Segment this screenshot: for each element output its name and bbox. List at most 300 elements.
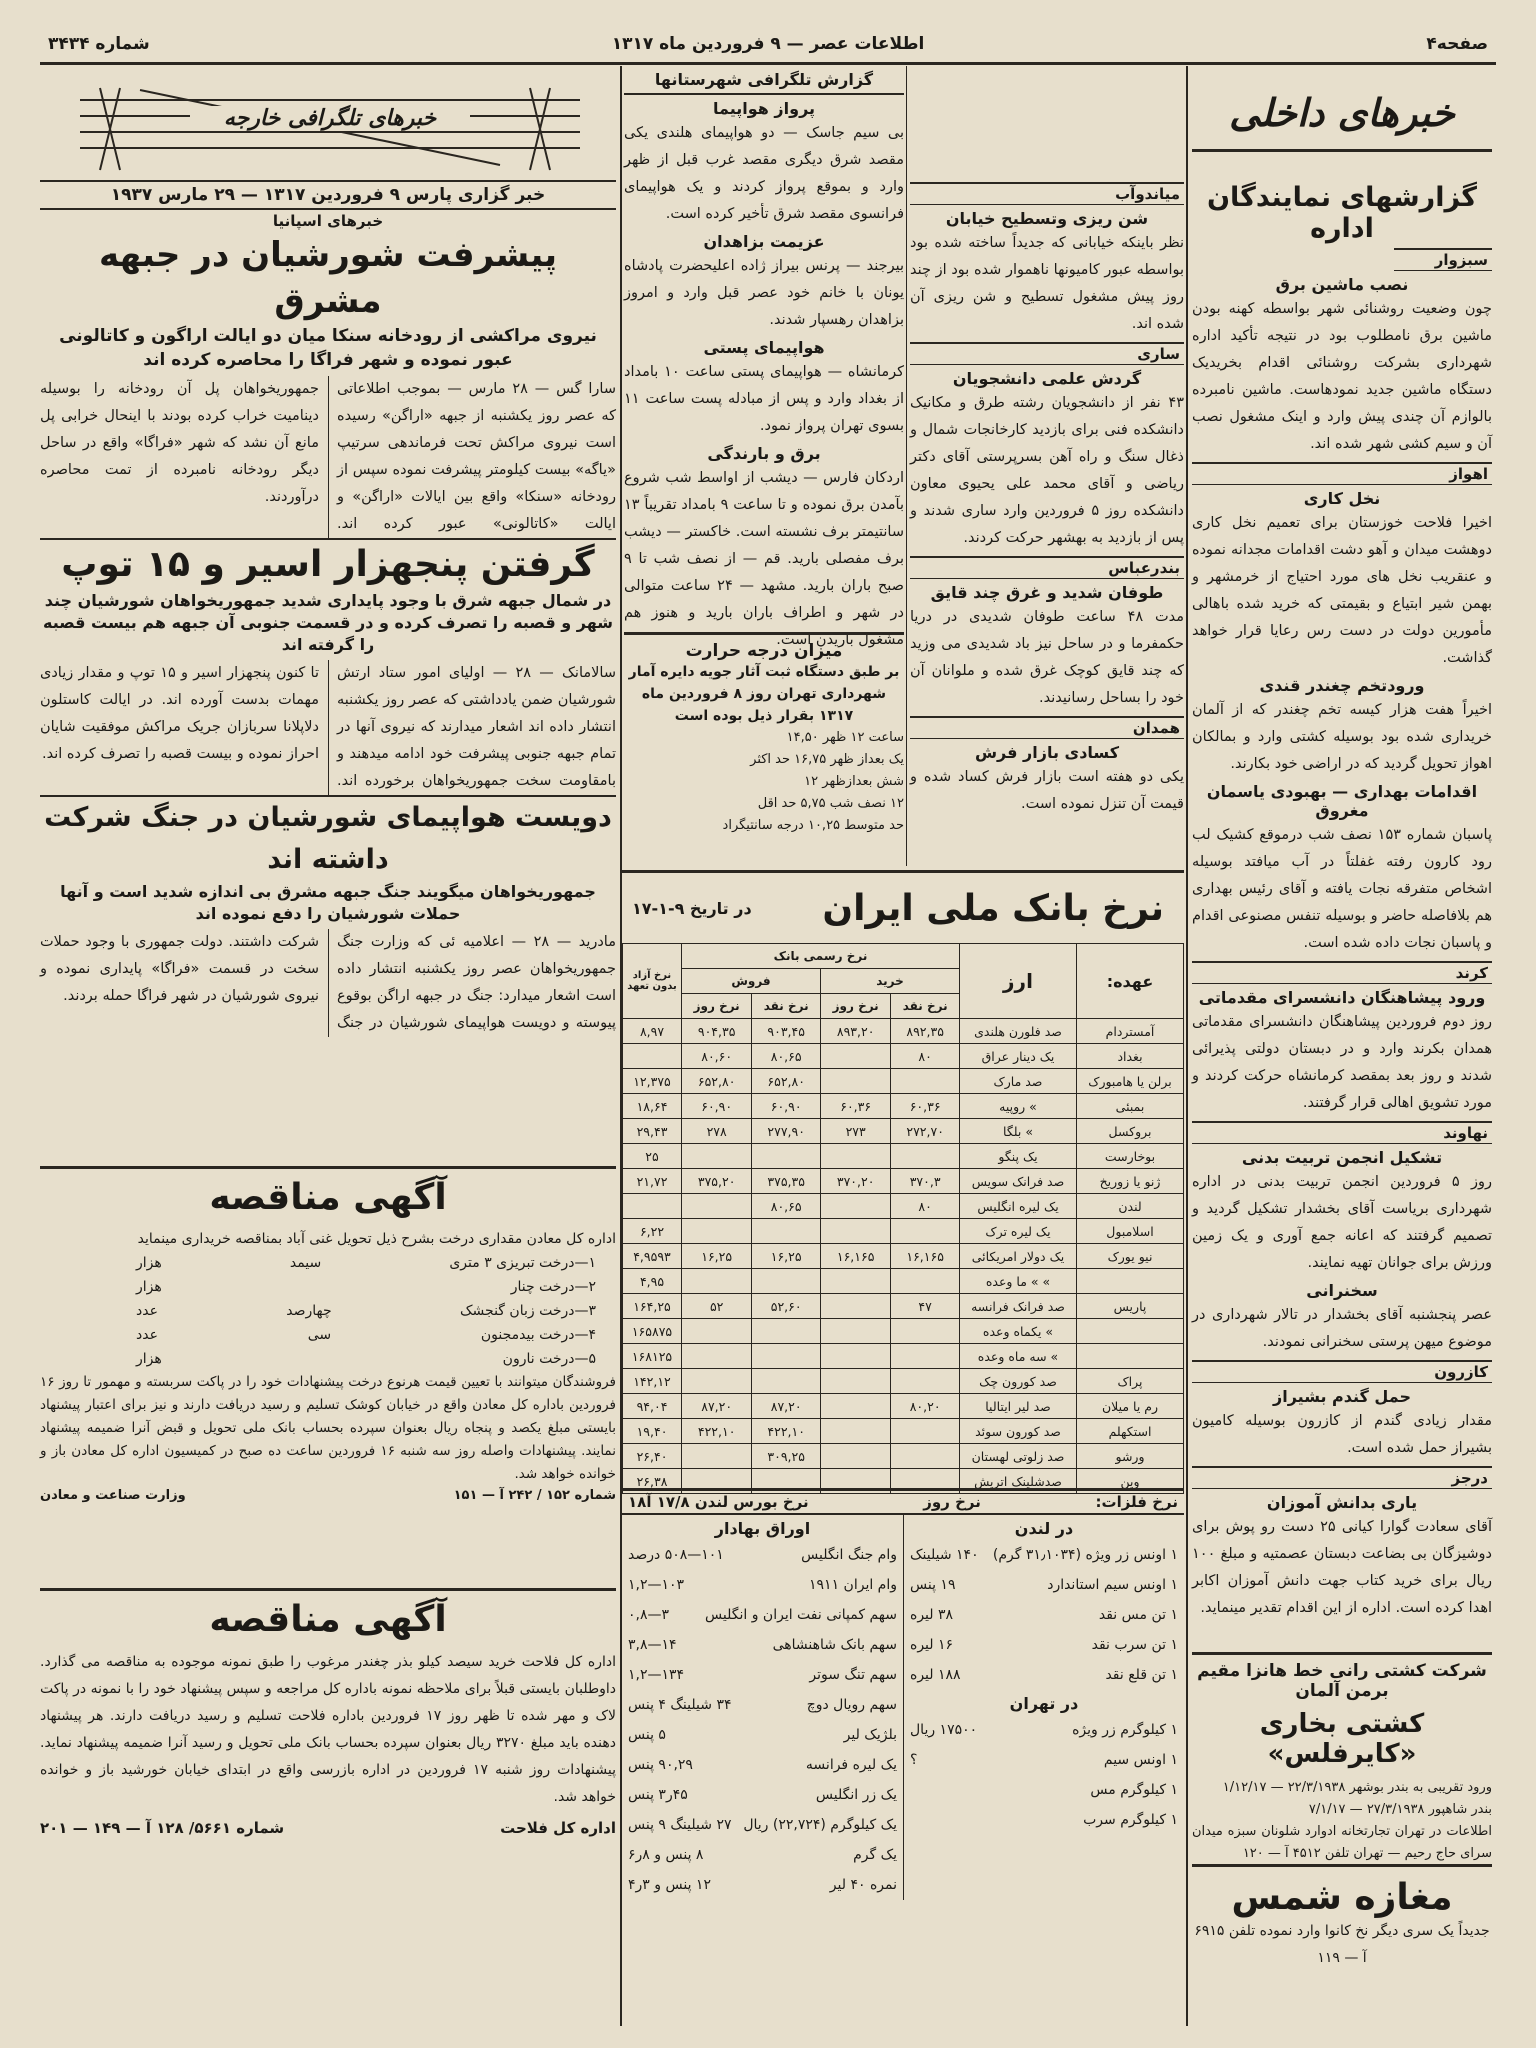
securities-block — [622, 1515, 903, 1900]
london-metal-row — [910, 1600, 1178, 1630]
tender-ad-2 — [40, 1588, 616, 2028]
ship-arrival: ورود تقریبی به بندر بوشهر ۲۲/۳/۱۹۳۸ — ۱/۱۲/۱۷ — [1222, 1780, 1492, 1795]
rate-row — [623, 1019, 1184, 1044]
london-metal-row — [910, 1570, 1178, 1600]
rate-cell-f: ۱۶۴,۲۵ — [623, 1294, 682, 1319]
ship-contact: اطلاعات در تهران تجارتخانه ادوارد شلونان سبزه میدان سرای حاج رحیم — تهران تلفن ۴۵۱۲ آ — ۱۲۰ — [1192, 1824, 1492, 1861]
headline-1-sub: نیروی مراکشی از رودخانه سنکا میان دو ایالت اراگون و کاتالونی عبور نموده و شهر فراگا را محاصره کرده اند — [59, 326, 597, 370]
security-row-value: ۳۴ شیلینگ ۴ پنس — [628, 1697, 732, 1713]
rate-cell-city: بوخارست — [1077, 1144, 1184, 1169]
tender-item-note: سیمد — [289, 1255, 322, 1271]
security-row — [628, 1570, 897, 1600]
security-row-value: سهم کمپانی نفت ایران و انگلیس — [705, 1607, 897, 1623]
city-label: سبزوار — [1394, 248, 1492, 271]
securities-title: اوراق بهادار — [714, 1519, 811, 1538]
news-headline: کسادی بازار فرش — [974, 743, 1120, 762]
rate-cell-f: ۱۸,۶۴ — [623, 1094, 682, 1119]
rate-row — [623, 1319, 1184, 1344]
security-row-value: یک زر انگلیس — [815, 1787, 897, 1803]
rate-row — [623, 1194, 1184, 1219]
tender-2-ref: شماره ۵۶۶۱/ ۱۲۸ آ — ۱۴۹ — ۲۰۱ — [40, 1819, 285, 1837]
tehran-metal-row — [910, 1715, 1178, 1745]
rate-cell-b2 — [821, 1144, 891, 1169]
rate-cell-cur: یک پنگو — [960, 1144, 1077, 1169]
news-headline: سخنرانی — [1306, 1281, 1378, 1300]
tender-1-intro: اداره کل معادن مقداری درخت بشرح ذیل تحویل غنی آباد بمناقصه خریداری مینماید — [137, 1231, 616, 1247]
rate-cell-s2: ۳۷۵,۲۰ — [682, 1169, 752, 1194]
rate-cell-cur: » بلگا — [960, 1119, 1077, 1144]
rate-cell-s2: ۹۰۴,۳۵ — [682, 1019, 752, 1044]
rate-cell-s1 — [752, 1369, 821, 1394]
city-news-column — [910, 70, 1184, 870]
header-day: نرخ روز — [821, 994, 891, 1019]
rate-cell-cur: » روپیه — [960, 1094, 1077, 1119]
rate-cell-city — [1077, 1344, 1184, 1369]
security-row-value: سهم بانک شاهنشاهی — [772, 1637, 897, 1653]
tender-2-signature: اداره کل فلاحت — [500, 1819, 616, 1837]
metals-day-column: نرخ روز — [923, 1493, 981, 1511]
city-label: ساری — [910, 342, 1184, 365]
tender-item-name: ۱—درخت تبریزی ۳ متری — [449, 1255, 596, 1271]
rate-row — [623, 1119, 1184, 1144]
news-text: آقای سعادت گوارا کیانی ۲۵ دست رو پوش برای دوشیزگان بی بضاعت دبستان عصمتیه و مبلغ ۱۰۰ ریال برای خرید کتاب جهت دانش آموزان اکابر اهدا کرده است. اداره از این اقدام تقدیر مینماید. — [1192, 1519, 1492, 1616]
shop-ad — [1192, 1864, 1492, 2014]
rate-cell-cur: » » ما وعده — [960, 1269, 1077, 1294]
london-metal-row-value: ۱ تن مس نقد — [1098, 1607, 1178, 1623]
rate-cell-f — [623, 1194, 682, 1219]
tehran-metal-row-value: ۱ اونس سیم — [1103, 1752, 1178, 1768]
rate-cell-f: ۲۹,۴۳ — [623, 1119, 682, 1144]
tender-1-items — [136, 1251, 596, 1371]
news-text: بیرجند — پرنس بیراز ژاده اعلیحضرت پادشاه یونان با خانم خود عصر قبل وارد و امروز بزاهدان رهسپار شدند. — [624, 258, 904, 328]
rate-cell-b2 — [821, 1044, 891, 1069]
rate-cell-b1 — [891, 1419, 960, 1444]
security-row-value: وام ایران ۱۹۱۱ — [809, 1577, 897, 1593]
rate-cell-city: ژنو یا زوریخ — [1077, 1169, 1184, 1194]
rate-cell-s1 — [752, 1219, 821, 1244]
tehran-metal-row-value: ۱ کیلوگرم مس — [1090, 1782, 1178, 1798]
tender-ad-1 — [40, 1166, 616, 1584]
rate-cell-f: ۲۶,۳۸ — [623, 1469, 682, 1494]
header-cash: نرخ نقد — [752, 994, 821, 1019]
tender-1-title: آگهی مناقصه — [209, 1177, 447, 1218]
rate-cell-city: آمستردام — [1077, 1019, 1184, 1044]
city-label: درجز — [1192, 1466, 1492, 1489]
rate-cell-f: ۶,۲۲ — [623, 1219, 682, 1244]
tender-2-title: آگهی مناقصه — [209, 1599, 447, 1640]
rate-row — [623, 1069, 1184, 1094]
security-row — [628, 1780, 897, 1810]
foreign-news-banner — [40, 70, 616, 180]
tender-1-ref: شماره ۱۵۲ / ۲۴۲ آ — ۱۵۱ — [453, 1488, 616, 1503]
news-text: روز ۵ فروردین انجمن تربیت بدنی در اداره شهرداری بریاست آقای بخشدار تشکیل گردید و تصمیم گرفتند که اعانه جمع آوری و یک زمین ورزش برای جوانان تهیه نمایند. — [1192, 1174, 1492, 1271]
headline-3-sub: جمهوریخواهان میگویند جنگ جبهه مشرق بی اندازه شدید است و آنها حملات شورشیان را دفع نموده اند — [60, 882, 596, 923]
rate-cell-city: ورشو — [1077, 1444, 1184, 1469]
tender-item — [136, 1323, 596, 1347]
rate-cell-city: اسلامبول — [1077, 1219, 1184, 1244]
rate-cell-cur: صد لیر ایتالیا — [960, 1394, 1077, 1419]
rate-cell-cur: صد فلورن هلندی — [960, 1019, 1077, 1044]
rate-cell-s2: ۵۲ — [682, 1294, 752, 1319]
rate-cell-s2 — [682, 1444, 752, 1469]
security-row — [628, 1630, 897, 1660]
header-sell: فروش — [682, 969, 821, 994]
rate-row — [623, 1394, 1184, 1419]
rate-cell-cur: صدشلینک اتریش — [960, 1469, 1077, 1494]
rate-cell-s2: ۴۲۲,۱۰ — [682, 1419, 752, 1444]
rate-cell-b1: ۳۷۰,۳ — [891, 1169, 960, 1194]
rate-cell-s1 — [752, 1344, 821, 1369]
rate-cell-b1 — [891, 1344, 960, 1369]
news-text: کرمانشاه — هواپیمای پستی ساعت ۱۰ بامداد از بغداد وارد و پس از مبادله پست ساعت ۱۱ بسوی تهران پرواز نمود. — [624, 364, 904, 434]
london-metal-row-value: ۱ اونس زر ویژه (۳۱٫۱۰۳۴ گرم) — [992, 1547, 1178, 1563]
news-text: بی سیم جاسک — دو هواپیمای هلندی یکی مقصد شرق دیگری مقصد غرب قبل از ظهر وارد و بموقع پرواز کردند و یک هواپیمای فرانسوی مقصد شرق تأخیر کرده است. — [624, 125, 904, 222]
rate-cell-city: برلن یا هامبورک — [1077, 1069, 1184, 1094]
security-row-value: ۸ پنس و ۸ر۶ — [628, 1847, 704, 1863]
security-row — [628, 1840, 897, 1870]
rate-cell-b2 — [821, 1394, 891, 1419]
rate-cell-b2 — [821, 1294, 891, 1319]
header-cash: نرخ نقد — [891, 994, 960, 1019]
tender-item — [136, 1347, 596, 1371]
rate-cell-f: ۲۵ — [623, 1144, 682, 1169]
rate-cell-b1 — [891, 1269, 960, 1294]
rate-row — [623, 1444, 1184, 1469]
news-headline: نخل کاری — [1303, 489, 1381, 508]
london-metal-row — [910, 1540, 1178, 1570]
rate-cell-b2 — [821, 1319, 891, 1344]
rate-cell-s2 — [682, 1369, 752, 1394]
tehran-metal-row — [910, 1805, 1178, 1835]
security-row — [628, 1660, 897, 1690]
rate-cell-b1 — [891, 1444, 960, 1469]
rate-cell-b2: ۳۷۰,۲۰ — [821, 1169, 891, 1194]
rate-cell-s1: ۶۵۲,۸۰ — [752, 1069, 821, 1094]
security-row-value: ۴۵ر۳ پنس — [628, 1787, 688, 1803]
security-row-value: ۵ پنس — [628, 1727, 666, 1743]
news-headline: پرواز هواپیما — [712, 99, 816, 118]
rate-cell-s2 — [682, 1194, 752, 1219]
rate-cell-b1: ۱۶,۱۶۵ — [891, 1244, 960, 1269]
city-label: اهواز — [1192, 462, 1492, 485]
rate-cell-b2: ۶۰,۳۶ — [821, 1094, 891, 1119]
rate-cell-city: بمبئی — [1077, 1094, 1184, 1119]
rate-cell-b2 — [821, 1369, 891, 1394]
rate-cell-city — [1077, 1319, 1184, 1344]
rate-cell-b1: ۴۷ — [891, 1294, 960, 1319]
tender-item-qty: عدد — [136, 1303, 158, 1319]
news-text: پاسبان شماره ۱۵۳ نصف شب درموقع کشیک لب رود کارون رفته غفلتاً در آب میافتد بوسیله اشخاص متفرقه نجات یافته و آقای رئیس بهداری هم بلافاصله حاضر و بوسیله تنفس مصنوعی اقدام و پاسبان نجات داده شده است. — [1192, 827, 1492, 951]
news-headline: ورودتخم چغندر قندی — [1259, 676, 1425, 695]
news-headline: ورود پیشاهنگان دانشسرای مقدماتی — [1198, 988, 1486, 1007]
security-row-value: بلژیک لیر — [843, 1727, 897, 1743]
rate-cell-b1 — [891, 1319, 960, 1344]
header-official: نرخ رسمی بانک — [682, 944, 960, 969]
tender-item-name: ۵—درخت نارون — [502, 1351, 596, 1367]
security-row — [628, 1690, 897, 1720]
rate-cell-b2 — [821, 1344, 891, 1369]
tender-1-signature: وزارت صناعت و معادن — [40, 1488, 186, 1503]
foreign-news — [40, 70, 616, 1178]
news-text: نظر باینکه خیابانی که جدیداً ساخته شده بود بواسطه عبور کامیونها ناهموار شده بود از چند روز پیش مشغول تسطیح و شن ریزی آن شده اند. — [910, 235, 1184, 332]
tehran-metal-row-value: ۱۷۵۰۰ ریال — [910, 1722, 978, 1738]
rate-cell-s1: ۸۰,۶۵ — [752, 1044, 821, 1069]
article-2-text: سالامانک — ۲۸ — اولیای امور ستاد ارتش شورشیان ضمن یادداشتی که عصر روز یکشنبه انتشار داده اند اشعار میدارند که نیروی آنها در تمام جبهه جنوبی پیشرفت خود ادامه میدهند و بامقاومت سخت جمهوریخواهان برخورده اند. تا کنون پنجهزار اسیر و ۱۵ توپ و مقدار زیادی مهمات بدست آورده اند. در ایالت کاستلون دلاپلانا سربازان جریک مراکش موفقیت شایان احراز نموده و بیست قصبه را تصرف کرده اند. — [40, 665, 616, 789]
foreign-news-banner-title: خبرهای تلگرافی خارجه — [190, 106, 470, 131]
rate-cell-s1: ۴۲۲,۱۰ — [752, 1419, 821, 1444]
rate-cell-f: ۱۹,۴۰ — [623, 1419, 682, 1444]
security-row — [628, 1810, 897, 1840]
security-row-value: وام جنگ انگلیس — [801, 1547, 897, 1563]
headline-2-sub: در شمال جبهه شرق با وجود پایداری شدید جمهوریخواهان شورشیان چند شهر و قصبه را تصرف کرده و در قسمت جنوبی آن جبهه هم بیست قصبه را گرفته اند — [43, 591, 613, 654]
rate-row — [623, 1094, 1184, 1119]
tender-1-text: فروشندگان میتوانند با تعیین قیمت هرنوع درخت پیشنهادات خود را در پاکت سربسته و مهمور تا روز ۱۶ فروردین باداره کل معادن واقع در خیابان کوشک تسلیم و رسید دریافت دارند و نیز برای اعتبار پیشنهاد بایستی مبلغ یکصد و پنجاه ریال بعنوان سپرده بحساب بانک ملی تحویل و قبض آنرا ضمیمه پیشنهاد نمایند. پیشنهادات واصله روز سه شنبه ۱۶ فروردین ساعت ده صبح در کمیسیون اداره کل معادن باز و خوانده خواهد شد. — [40, 1374, 616, 1482]
bank-rates-table — [622, 943, 1184, 1494]
tehran-metal-row-value: ۱ کیلوگرم سرب — [1083, 1812, 1178, 1828]
shipping-company: شرکت کشتی رانی خط هانزا مقیم برمن آلمان — [1197, 1661, 1487, 1701]
security-row-value: نمره ۴۰ لیر — [829, 1877, 897, 1893]
news-text: عصر پنجشنبه آقای بخشدار در تالار شهرداری در موضوع میهن پرستی سخنرانی نمودند. — [1192, 1307, 1492, 1350]
london-metal-row-value: ۱۶ لیره — [910, 1637, 954, 1653]
rate-cell-b1 — [891, 1369, 960, 1394]
rate-cell-f: ۹۴,۰۴ — [623, 1394, 682, 1419]
header-unit: عهده: — [1077, 944, 1184, 1019]
headline-3: دویست هواپیمای شورشیان در جنگ شرکت داشته اند — [40, 795, 616, 881]
rate-row — [623, 1144, 1184, 1169]
rate-cell-b1: ۶۰,۳۶ — [891, 1094, 960, 1119]
temperature-row: یک بعداز ظهر ۱۶,۷۵ حد اکثر — [750, 752, 904, 767]
page-number: صفحه۴ — [1426, 34, 1488, 54]
security-row-value: یک گرم — [853, 1847, 897, 1863]
temperature-row: ۱۲ نصف شب ۵,۷۵ حد اقل — [757, 796, 904, 811]
bank-rates-date: در تاریخ ۹-۱-۱۷ — [632, 898, 752, 918]
city-label: بندرعباس — [910, 556, 1184, 579]
london-rows — [910, 1540, 1178, 1690]
bank-rates-title: نرخ بانک ملی ایران — [822, 887, 1164, 929]
rate-cell-b2 — [821, 1069, 891, 1094]
news-text: مقدار زیادی گندم از کازرون بوسیله کامیون بشیراز حمل شده است. — [1192, 1413, 1492, 1456]
london-metal-row-value: ۱۸۸ لیره — [910, 1667, 961, 1683]
rate-cell-s2: ۶۰,۹۰ — [682, 1094, 752, 1119]
news-headline: نصب ماشین برق — [1275, 275, 1409, 294]
rate-cell-cur: » سه ماه وعده — [960, 1344, 1077, 1369]
security-row — [628, 1870, 897, 1900]
rate-cell-s2: ۲۷۸ — [682, 1119, 752, 1144]
tender-2-text: اداره کل فلاحت خرید سیصد کیلو بذر چغندر مرغوب را طبق نمونه موجوده به مناقصه می گذارد. داوطلبان بایستی قبلاً برای ملاحظه نمونه باداره کل مراجعه و سپس پیشنهاد خود را با نمونه در پاکت لاک و مهر شده تا ظهر روز ۱۷ فروردین باداره فلاحت تسلیم و رسید دریافت دارند. هر پیشنهاد دهنده باید مبلغ ۳۲۷۰ ریال بعنوان سپرده بحساب بانک ملی تحویل و رسید آنرا ضمیمه پیشنهاد نماید. پیشنهادات روز شنبه ۱۷ فروردین در اداره بازرسی واقع در ابتدای خیابان خورشید باز و خوانده خواهد شد. — [40, 1654, 616, 1805]
rate-cell-b1 — [891, 1219, 960, 1244]
rate-row — [623, 1169, 1184, 1194]
rate-cell-cur: یک دولار امریکائی — [960, 1244, 1077, 1269]
temperature-title: میزان درجه حرارت — [685, 641, 843, 661]
tender-item-qty: هزار — [136, 1279, 162, 1295]
rate-cell-city: پاریس — [1077, 1294, 1184, 1319]
rate-cell-b2: ۱۶,۱۶۵ — [821, 1244, 891, 1269]
security-row-value: ۹۰,۲۹ پنس — [628, 1757, 693, 1773]
tender-item — [136, 1299, 596, 1323]
header-buy: خرید — [821, 969, 960, 994]
reports-section-title: گزارشهای نمایندگان اداره — [1192, 149, 1492, 244]
masthead-date: اطلاعات عصر — ۹ فروردین ماه ۱۳۱۷ — [611, 34, 925, 54]
rate-cell-cur: یک لیره ترک — [960, 1219, 1077, 1244]
tehran-metal-row-value: ۱ کیلوگرم زر ویژه — [1072, 1722, 1178, 1738]
london-metal-row-value: ۱۹ پنس — [910, 1577, 956, 1593]
rate-cell-s2 — [682, 1144, 752, 1169]
news-text: اخیراً هفت هزار کیسه تخم چغندر که از آلمان خریداری شده بود بوسیله کشتی وارد و بمالکان اهواز تحویل گردید که در اراضی خود بکارند. — [1192, 702, 1492, 772]
rate-cell-cur: صد کورون چک — [960, 1369, 1077, 1394]
news-text: چون وضعیت روشنائی شهر بواسطه کهنه بودن ماشین برق نامطلوب بود در نتیجه تأکید اداره شهرداری بشرکت روشنائی اقدام بخریدیک دستگاه ماشین جدید نمودهاست. ماشین نامبرده بالوازم آن چندی پیش وارد و اینک مشغول نصب آن و سیم کشی شهر شده اند. — [1192, 301, 1492, 452]
tender-item-name: ۲—درخت چنار — [510, 1279, 596, 1295]
rate-cell-b1: ۸۹۲,۳۵ — [891, 1019, 960, 1044]
rate-cell-s1: ۲۷۷,۹۰ — [752, 1119, 821, 1144]
security-row-value: ۱۲ پنس و ۳ر۴ — [628, 1877, 711, 1893]
security-row-value: سهم رویال دوچ — [806, 1697, 897, 1713]
news-text: اخیرا فلاحت خوزستان برای تعمیم نخل کاری دوهشت میدان و آهو دشت اقدامات مجدانه نموده و عنقریب نخل های مورد احتیاج از خرمشهر و بهمن شیر ابتیاع و بقیمتی که خرید شده باهالی مأمورین دولت در دست رس رعایا قرار خواهد گذاشت. — [1192, 515, 1492, 666]
news-text: ۴۳ نفر از دانشجویان رشته طرق و مکانیک دانشکده فنی برای بازدید کارخانجات شمال و ذغال سنگ و راه آهن بسرپرستی آقای دکتر ریاضی و آقای محمد علی یحیوی معاون دانشکده روز ۵ فروردین وارد ساری شدند و پس از بازدید به بهشهر حرکت کردند. — [910, 395, 1184, 546]
rate-cell-s1 — [752, 1319, 821, 1344]
rate-row — [623, 1044, 1184, 1069]
rate-cell-city: پراک — [1077, 1369, 1184, 1394]
rate-cell-s2: ۶۵۲,۸۰ — [682, 1069, 752, 1094]
temperature-subtitle: بر طبق دستگاه ثبت آثار جویه دایره آمار شهرداری تهران روز ۸ فروردین ماه ۱۳۱۷ بقرار ذیل بوده است — [628, 664, 900, 724]
rate-cell-b1: ۲۷۲,۷۰ — [891, 1119, 960, 1144]
rate-cell-s1: ۳۷۵,۳۵ — [752, 1169, 821, 1194]
rate-cell-cur: صد فرانک فرانسه — [960, 1294, 1077, 1319]
rate-cell-city: لندن — [1077, 1194, 1184, 1219]
rate-cell-s1: ۵۲,۶۰ — [752, 1294, 821, 1319]
news-headline: هواپیمای پستی — [703, 338, 825, 357]
rate-row — [623, 1419, 1184, 1444]
rate-cell-b2: ۸۹۳,۲۰ — [821, 1019, 891, 1044]
tehran-rows — [910, 1715, 1178, 1835]
news-agency-dateline: خبر گزاری پارس ۹ فروردین ۱۳۱۷ — ۲۹ مارس ۱۹۳۷ — [40, 180, 616, 210]
security-row — [628, 1750, 897, 1780]
article-1-text: سارا گس — ۲۸ مارس — بموجب اطلاعاتی که عصر روز یکشنبه از جبهه «اراگن» رسیده است نیروی مراکش تحت فرماندهی سرتیپ «یاگه» بیست کیلومتر پیشرفت نموده سپس از رودخانه «سنکا» واقع بین ایالات «اراگن» و ایالت «کاتالونی» عبور کرده اند. جمهوریخواهان پل آن رودخانه را بوسیله دینامیت خراب کرده بودند با اینحال خرابی پل مانع آن نشد که شهر «فراگا» واقع در ساحل دیگر رودخانه نامبرده از تمت محاصره درآوردند. — [40, 381, 616, 532]
news-headline: تشکیل انجمن تربیت بدنی — [1241, 1148, 1443, 1167]
bank-rates-body — [623, 1019, 1184, 1494]
temperature-box — [624, 632, 904, 868]
rate-cell-b2 — [821, 1444, 891, 1469]
headline-1: پیشرفت شورشیان در جبهه مشرق — [98, 235, 558, 321]
rate-cell-s2 — [682, 1219, 752, 1244]
tehran-metal-row — [910, 1775, 1178, 1805]
article-3-text: مادرید — ۲۸ — اعلامیه ئی که وزارت جنگ جمهوریخواهان عصر روز یکشنبه انتشار داده است اشعار میدارد: جنگ در جبهه اراگن بوقوع پیوسته و دویست هواپیمای شورشیان در جنگ شرکت داشتند. دولت جمهوری با وجود حملات سخت در قسمت «فراگا» پایداری نموده و نیروی شورشیان در شهر فراگا حمله بردند. — [40, 934, 616, 1031]
news-headline: شن ریزی وتسطیح خیابان — [945, 209, 1149, 228]
rate-row — [623, 1294, 1184, 1319]
rate-cell-b2 — [821, 1269, 891, 1294]
rate-cell-s1: ۶۰,۹۰ — [752, 1094, 821, 1119]
news-headline: حمل گندم بشیراز — [1273, 1387, 1411, 1406]
rate-cell-s1: ۸۰,۶۵ — [752, 1194, 821, 1219]
rate-cell-s1: ۹۰۳,۴۵ — [752, 1019, 821, 1044]
rate-cell-cur: صد مارک — [960, 1069, 1077, 1094]
ship-arrival: بندر شاهپور ۲۷/۳/۱۹۳۸ — ۷/۱/۱۷ — [1308, 1802, 1492, 1817]
rate-cell-s2: ۸۰,۶۰ — [682, 1044, 752, 1069]
rate-cell-cur: صد زلوتی لهستان — [960, 1444, 1077, 1469]
shop-text: جدیداً یک سری دیگر نخ کانوا وارد نموده تلفن ۶۹۱۵ آ — ۱۱۹ — [1194, 1923, 1490, 1966]
bank-rates — [622, 870, 1184, 1488]
rate-cell-cur: صد کورون سوئد — [960, 1419, 1077, 1444]
tender-item-qty: هزار — [136, 1255, 162, 1271]
london-metal-row — [910, 1660, 1178, 1690]
security-row-value: ۱۰۱—۵۰۸ درصد — [628, 1547, 724, 1563]
rate-cell-s1: ۳۰۹,۲۵ — [752, 1444, 821, 1469]
security-row-value: سهم تنگ سوتر — [809, 1667, 897, 1683]
column-divider — [1186, 66, 1188, 2026]
rate-cell-s2: ۱۶,۲۵ — [682, 1244, 752, 1269]
column-divider — [906, 66, 907, 866]
security-row — [628, 1720, 897, 1750]
city-label: نهاوند — [1192, 1121, 1492, 1144]
tehran-title: در تهران — [1009, 1694, 1079, 1713]
temperature-row: ساعت ۱۲ ظهر ۱۴,۵۰ — [786, 730, 904, 745]
securities-rows — [628, 1540, 897, 1900]
rate-cell-b1: ۸۰,۲۰ — [891, 1394, 960, 1419]
london-title: در لندن — [1014, 1519, 1074, 1538]
tender-item-qty: عدد — [136, 1327, 158, 1343]
tender-item — [136, 1275, 596, 1299]
tehran-metal-row-value: ؟ — [910, 1752, 918, 1768]
security-row-value: ۱۰۳—۱,۲ — [628, 1577, 685, 1593]
tender-item-name: ۴—درخت بیدمجنون — [480, 1327, 596, 1343]
telegraph-title: گزارش تلگرافی شهرستانها — [624, 70, 904, 95]
rate-cell-s2 — [682, 1269, 752, 1294]
rate-cell-s2 — [682, 1319, 752, 1344]
tender-item-qty: هزار — [136, 1351, 162, 1367]
rate-cell-cur: یک دینار عراق — [960, 1044, 1077, 1069]
news-text: اردکان فارس — دیشب از اواسط شب شروع بآمدن برق نموده و تا ساعت ۹ بامداد تقریباً ۱۳ سانتیمتر برف نشسته است. خاکستر — دیشب برف مفصلی بارید. قم — از نصف شب تا ۹ صبح باران بارید. مشهد — ۲۴ ساعت متوالی در شهر و اطراف باران بارید و هنوز هم مشغول باریدن است. — [624, 470, 904, 648]
rate-cell-city: بروکسل — [1077, 1119, 1184, 1144]
london-metal-row — [910, 1630, 1178, 1660]
security-row-value: یک کیلوگرم (۲۲,۷۲۴) ریال — [743, 1817, 897, 1833]
temperature-row: شش بعدازظهر ۱۲ — [804, 774, 904, 789]
security-row-value: ۲۷ شیلینگ ۹ پنس — [628, 1817, 732, 1833]
rate-cell-f: ۴,۹۵۹۳ — [623, 1244, 682, 1269]
metals-title: نرخ فلزات: — [1095, 1493, 1178, 1511]
rate-cell-b1 — [891, 1069, 960, 1094]
news-headline: اقدامات بهداری — بهبودی یاسمان مغروق — [1206, 782, 1478, 820]
security-row-value: یک لیره فرانسه — [805, 1757, 897, 1773]
telegraph-reports — [624, 70, 904, 648]
london-metal-row-value: ۳۸ لیره — [910, 1607, 954, 1623]
masthead-rule — [40, 62, 1496, 65]
temperature-row: حد متوسط ۱۰,۲۵ درجه سانتیگراد — [722, 818, 904, 833]
rate-cell-b2 — [821, 1219, 891, 1244]
news-headline: گردش علمی دانشجویان — [952, 369, 1142, 388]
news-text: روز دوم فروردین پیشاهنگان دانشسرای مقدماتی همدان بکرند وارد و در دبستان دولتی پذیرائی شدند و روز بعد بمقصد کرمانشاه حرکت کردند و مورد تشویق اهالی قرار گرفتند. — [1192, 1014, 1492, 1111]
rate-cell-s1: ۸۷,۲۰ — [752, 1394, 821, 1419]
rate-cell-s2 — [682, 1344, 752, 1369]
security-row — [628, 1600, 897, 1630]
tehran-metal-row — [910, 1745, 1178, 1775]
rate-cell-f: ۱۴۲,۱۲ — [623, 1369, 682, 1394]
city-label: میاندوآب — [910, 182, 1184, 205]
rate-cell-city: وین — [1077, 1469, 1184, 1494]
rate-cell-s2: ۸۷,۲۰ — [682, 1394, 752, 1419]
shipping-ad — [1192, 1652, 1492, 1861]
rate-cell-city: استکهلم — [1077, 1419, 1184, 1444]
city-label: کرند — [1192, 961, 1492, 984]
rate-row — [623, 1244, 1184, 1269]
rate-cell-b1 — [891, 1144, 960, 1169]
rate-cell-f: ۲۶,۴۰ — [623, 1444, 682, 1469]
header-day: نرخ روز — [682, 994, 752, 1019]
security-row-value: ۱۳۴—۱,۲ — [628, 1667, 685, 1683]
news-headline: برق و بارندگی — [707, 444, 821, 463]
rate-cell-f: ۱۶۸۱۲۵ — [623, 1344, 682, 1369]
news-text: مدت ۴۸ ساعت طوفان شدیدی در دریا حکمفرما و در ساحل نیز باد شدیدی می وزید که چند قایق کوچک غرق شده و ملوانان آن خود را بساحل رسانیدند. — [910, 609, 1184, 706]
rate-cell-cur: » یکماه وعده — [960, 1319, 1077, 1344]
city-label: کازرون — [1192, 1360, 1492, 1383]
